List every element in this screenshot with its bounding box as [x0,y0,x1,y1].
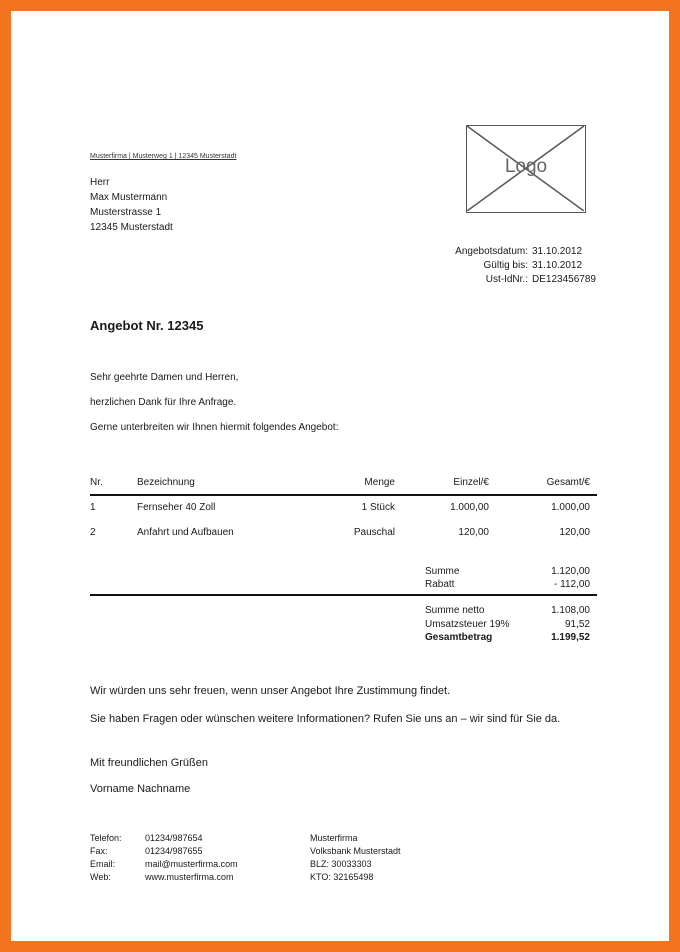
meta-label: Angebotsdatum: [455,246,528,257]
footer-phone: 01234/987654 [145,833,203,843]
signature-name: Vorname Nachname [90,783,191,795]
meta-row [431,245,606,259]
greeting: Sehr geehrte Damen und Herren, [90,372,239,383]
recipient-salutation: Herr [90,177,110,188]
grand-total-label: Gesamtbetrag [425,632,493,643]
footer-account: KTO: 32165498 [310,872,374,882]
recipient-name: Max Mustermann [90,192,168,203]
sum-value: 1.120,00 [551,566,590,577]
recipient-street: Musterstrasse 1 [90,207,162,218]
footer-bank-code: BLZ: 30033303 [310,859,372,869]
discount-value: - 112,00 [554,579,590,590]
vat-label: Umsatzsteuer 19% [425,619,510,630]
row-desc: Fernseher 40 Zoll [137,502,216,513]
net-label: Summe netto [425,605,485,616]
row-nr: 1 [90,502,96,513]
footer-label-fax: Fax: [90,846,108,856]
discount-label: Rabatt [425,579,455,590]
row-total: 1.000,00 [551,502,590,513]
row-desc: Anfahrt und Aufbauen [137,527,234,538]
col-header-total: Gesamt/€ [546,477,590,488]
sender-line: Musterfirma | Musterweg 1 | 12345 Musterstadt [90,153,237,160]
meta-value: 31.10.2012 [532,246,583,257]
document-title: Angebot Nr. 12345 [90,318,204,333]
recipient-address [90,175,173,235]
intro-line-1: herzlichen Dank für Ihre Anfrage. [90,397,237,408]
grand-total-value: 1.199,52 [551,632,590,643]
row-unit-price: 120,00 [458,527,489,538]
vat-value: 91,52 [564,619,590,630]
footer-contact-values [145,832,238,884]
footer-bank-details [310,832,401,884]
logo-label: Logo [504,156,548,177]
footer-email: mail@musterfirma.com [145,859,238,869]
col-header-desc: Bezeichnung [137,477,195,488]
meta-value: 31.10.2012 [532,260,583,271]
document-page [11,11,669,941]
footer-label-email: Email: [90,859,116,869]
meta-row [431,273,606,287]
col-header-unit: Einzel/€ [453,477,489,488]
footer-bank-name: Volksbank Musterstadt [310,846,401,856]
footer-web: www.musterfirma.com [145,872,234,882]
meta-label: Ust-IdNr.: [485,274,528,285]
meta-label: Gültig bis: [483,260,528,271]
footer-fax: 01234/987655 [145,846,203,856]
footer-contact-labels [90,832,122,884]
meta-row [431,259,606,273]
col-header-qty: Menge [364,477,395,488]
row-qty: 1 Stück [361,502,395,513]
intro-line-2: Gerne unterbreiten wir Ihnen hiermit folgendes Angebot: [90,422,339,433]
closing-paragraph-2: Sie haben Fragen oder wünschen weitere Informationen? Rufen Sie uns an – wir sind für Sie da. [90,713,561,725]
regards: Mit freundlichen Grüßen [90,757,208,769]
totals-rule [90,594,597,596]
logo-placeholder [466,125,586,213]
closing-paragraph-1: Wir würden uns sehr freuen, wenn unser Angebot Ihre Zustimmung findet. [90,685,451,697]
offer-meta [431,245,606,287]
col-header-nr: Nr. [90,477,103,488]
recipient-city: 12345 Musterstadt [90,222,173,233]
footer-company: Musterfirma [310,833,358,843]
meta-value: DE123456789 [532,274,596,285]
row-qty: Pauschal [353,527,395,538]
row-nr: 2 [90,527,96,538]
row-unit-price: 1.000,00 [450,502,489,513]
footer-label-web: Web: [90,872,111,882]
net-value: 1.108,00 [551,605,590,616]
table-header-rule [90,494,597,496]
footer-label-phone: Telefon: [90,833,122,843]
row-total: 120,00 [559,527,590,538]
sum-label: Summe [425,566,460,577]
